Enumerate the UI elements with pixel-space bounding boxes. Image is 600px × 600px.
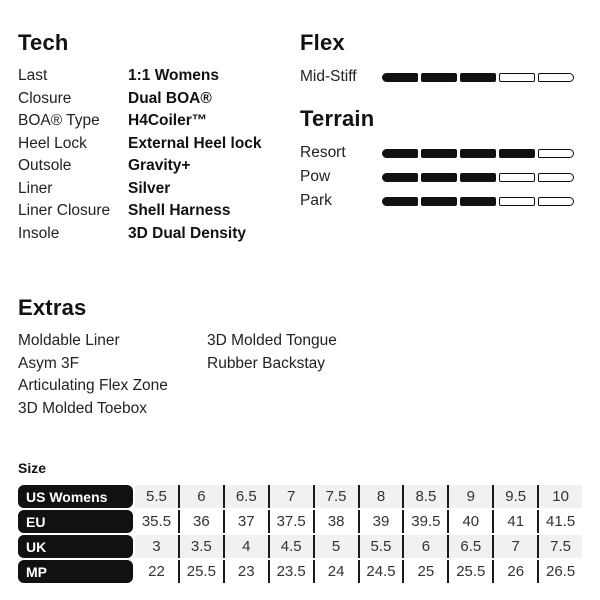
spec-value: External Heel lock (128, 134, 262, 152)
extras-section (18, 295, 582, 420)
spec-label: Last (18, 67, 48, 85)
rating-bar (382, 73, 574, 82)
spec-row (18, 133, 300, 156)
rating-segment (421, 173, 457, 182)
size-cell: 41 (492, 510, 537, 533)
spec-row (18, 88, 300, 111)
rating-bar (382, 197, 574, 206)
size-cell: 37.5 (268, 510, 313, 533)
size-cell: 5.5 (358, 535, 403, 558)
size-cell: 39.5 (402, 510, 447, 533)
size-cell: 22 (148, 563, 165, 580)
rating-segment (421, 73, 457, 82)
size-cell: 7 (268, 485, 313, 508)
size-cell: 6.5 (223, 485, 268, 508)
terrain-section (300, 106, 582, 213)
size-cell: 25 (402, 560, 447, 583)
flex-heading: Flex (300, 30, 345, 55)
size-row (18, 560, 582, 583)
size-cell: 6 (402, 535, 447, 558)
extras-heading: Extras (18, 295, 87, 320)
size-cell: 4.5 (268, 535, 313, 558)
size-cell: 9 (447, 485, 492, 508)
size-cell: 3 (152, 538, 161, 555)
size-cell: 36 (178, 510, 223, 533)
rating-segment (460, 149, 496, 158)
rating-segment (460, 197, 496, 206)
spec-label: Liner Closure (18, 202, 111, 220)
size-cell: 5.5 (146, 488, 167, 505)
size-cell: 39 (358, 510, 403, 533)
flex-section (300, 30, 582, 89)
size-cell: 25.5 (178, 560, 223, 583)
size-cell: 24 (313, 560, 358, 583)
rating-segment (538, 149, 574, 158)
rating-segment (460, 73, 496, 82)
size-section (18, 460, 582, 583)
size-row-label: MP (18, 560, 133, 583)
rating-segment (382, 73, 418, 82)
spec-label: Closure (18, 89, 72, 107)
size-cell: 35.5 (141, 513, 172, 530)
rating-label: Mid-Stiff (300, 68, 357, 85)
extras-column-2 (207, 330, 396, 420)
rating-segment (499, 197, 535, 206)
size-cell: 7 (492, 535, 537, 558)
spec-value: H4Coiler™ (128, 112, 208, 130)
rating-segment (538, 73, 574, 82)
rating-bar (382, 173, 574, 182)
size-cell: 10 (537, 485, 582, 508)
size-row-cells (135, 485, 582, 508)
rating-label: Park (300, 192, 332, 209)
size-row-cells (135, 560, 582, 583)
terrain-rating-list (300, 141, 582, 213)
spec-label: Heel Lock (18, 134, 87, 152)
size-cell: 5 (313, 535, 358, 558)
spec-row (18, 110, 300, 133)
size-table (18, 485, 582, 583)
terrain-rating-row (300, 141, 582, 165)
size-row (18, 535, 582, 558)
rating-label: Pow (300, 168, 331, 185)
rating-segment (499, 173, 535, 182)
size-row-label: US Womens (18, 485, 133, 508)
terrain-rating-row (300, 189, 582, 213)
size-cell: 9.5 (492, 485, 537, 508)
size-heading: Size (18, 460, 47, 476)
rating-segment (499, 73, 535, 82)
size-row (18, 510, 582, 533)
rating-segment (421, 197, 457, 206)
rating-segment (382, 173, 418, 182)
extras-item: 3D Molded Tongue (207, 332, 337, 350)
size-cell: 23 (223, 560, 268, 583)
spec-row (18, 65, 300, 88)
size-cell: 6 (178, 485, 223, 508)
spec-row (18, 200, 300, 223)
rating-bar (382, 149, 574, 158)
extras-item: Articulating Flex Zone (18, 377, 168, 395)
rating-segment (382, 149, 418, 158)
size-row-cells (135, 535, 582, 558)
extras-item: Moldable Liner (18, 332, 120, 350)
terrain-rating-row (300, 165, 582, 189)
size-cell: 38 (313, 510, 358, 533)
rating-segment (421, 149, 457, 158)
rating-segment (538, 173, 574, 182)
spec-label: BOA® Type (18, 112, 100, 130)
tech-section (18, 30, 300, 245)
size-cell: 41.5 (537, 510, 582, 533)
tech-spec-list (18, 65, 300, 245)
right-column (300, 30, 582, 245)
size-row (18, 485, 582, 508)
spec-label: Outsole (18, 157, 72, 175)
tech-heading: Tech (18, 30, 69, 55)
rating-segment (460, 173, 496, 182)
size-cell: 8.5 (402, 485, 447, 508)
flex-rating-list (300, 65, 582, 89)
spec-row (18, 155, 300, 178)
spec-row (18, 223, 300, 246)
top-area (18, 30, 582, 245)
size-row-label: EU (18, 510, 133, 533)
rating-segment (499, 149, 535, 158)
extras-column-1 (18, 330, 207, 420)
spec-label: Liner (18, 179, 53, 197)
size-cell: 25.5 (447, 560, 492, 583)
size-cell: 7.5 (313, 485, 358, 508)
size-row-label: UK (18, 535, 133, 558)
flex-rating-row (300, 65, 582, 89)
size-cell: 3.5 (178, 535, 223, 558)
spec-row (18, 178, 300, 201)
size-cell: 24.5 (358, 560, 403, 583)
rating-segment (538, 197, 574, 206)
size-cell: 4 (223, 535, 268, 558)
size-row-cells (135, 510, 582, 533)
spec-label: Insole (18, 224, 60, 242)
terrain-heading: Terrain (300, 106, 375, 131)
size-cell: 8 (358, 485, 403, 508)
extras-columns (18, 330, 582, 420)
extras-item: Rubber Backstay (207, 354, 326, 372)
size-cell: 40 (447, 510, 492, 533)
spec-value: 1:1 Womens (128, 67, 220, 85)
spec-value: 3D Dual Density (128, 224, 247, 242)
size-cell: 6.5 (447, 535, 492, 558)
spec-value: Silver (128, 179, 171, 197)
rating-segment (382, 197, 418, 206)
extras-item: Asym 3F (18, 354, 80, 372)
size-cell: 37 (223, 510, 268, 533)
rating-label: Resort (300, 144, 346, 161)
spec-value: Dual BOA® (128, 89, 212, 107)
extras-item: 3D Molded Toebox (18, 399, 147, 417)
size-cell: 7.5 (537, 535, 582, 558)
size-cell: 23.5 (268, 560, 313, 583)
size-cell: 26.5 (537, 560, 582, 583)
size-cell: 26 (492, 560, 537, 583)
spec-value: Gravity+ (128, 157, 191, 175)
spec-value: Shell Harness (128, 202, 231, 220)
